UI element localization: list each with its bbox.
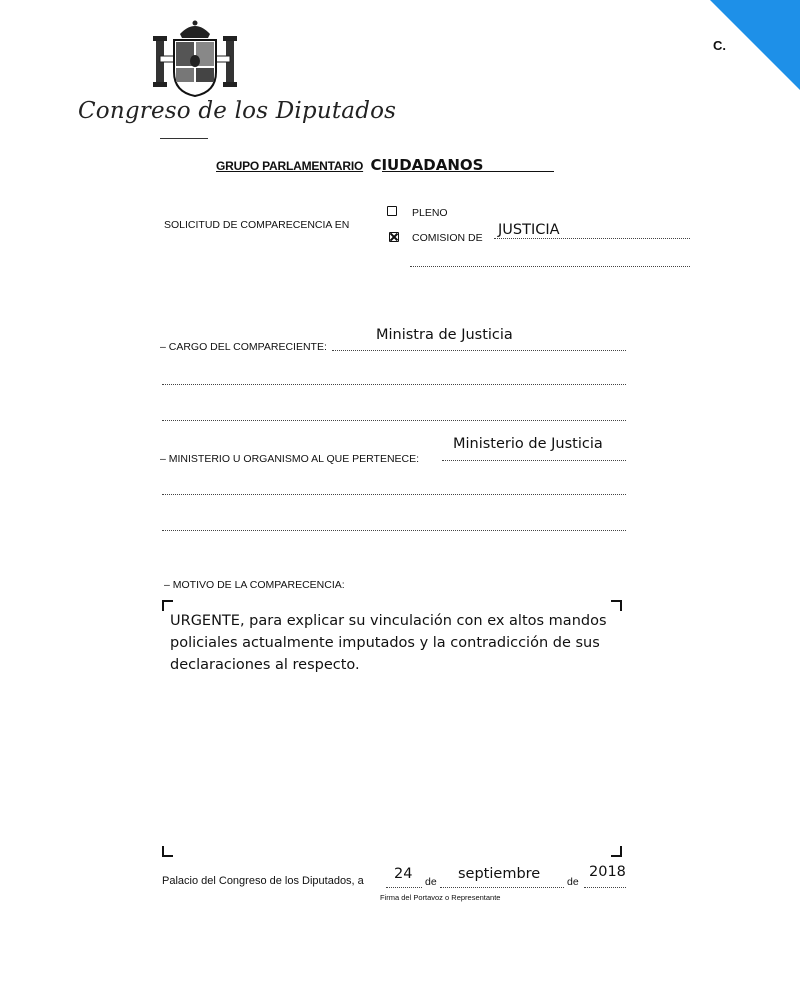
comision-value[interactable]: JUSTICIA <box>498 222 560 238</box>
footer-place: Palacio del Congreso de los Diputados, a <box>162 875 364 887</box>
pleno-label: PLENO <box>412 207 448 219</box>
footer-month-line <box>440 887 564 888</box>
motivo-bracket-top-right <box>611 600 622 611</box>
cargo-line-2 <box>162 384 626 385</box>
motivo-text[interactable]: URGENTE, para explicar su vinculación con ex altos mandos policiales actualmente imputados y la contradicción de sus declaraciones al respecto. <box>170 613 607 673</box>
ministerio-line-2 <box>162 494 626 495</box>
footer-day-line <box>386 887 422 888</box>
footer-month[interactable]: septiembre <box>458 866 541 882</box>
footer-year-line <box>584 887 626 888</box>
footer-day[interactable]: 24 <box>394 866 413 882</box>
footer-year[interactable]: 2018 <box>589 864 626 880</box>
pleno-checkbox[interactable] <box>387 206 397 216</box>
group-name: CIUDADANOS <box>370 156 484 174</box>
group-label: GRUPO PARLAMENTARIO <box>216 159 364 173</box>
logo-divider <box>160 138 208 139</box>
ministerio-line-3 <box>162 530 626 531</box>
cargo-line-3 <box>162 420 626 421</box>
motivo-label: – MOTIVO DE LA COMPARECENCIA: <box>164 579 345 591</box>
motivo-bracket-bottom-right <box>611 846 622 857</box>
footer-de-1: de <box>425 876 437 888</box>
logo-text: Congreso de los Diputados <box>78 98 397 124</box>
ministerio-line-1 <box>442 460 626 461</box>
comision-label: COMISION DE <box>412 232 483 244</box>
comision-checkbox[interactable] <box>389 232 399 242</box>
solicitud-label: SOLICITUD DE COMPARECENCIA EN <box>164 219 350 231</box>
comision-line-2 <box>410 266 690 267</box>
ministerio-label: – MINISTERIO U ORGANISMO AL QUE PERTENECE: <box>160 453 420 465</box>
cargo-label: – CARGO DEL COMPARECIENTE: <box>160 341 327 353</box>
coat-of-arms-icon <box>150 16 240 98</box>
cargo-value[interactable]: Ministra de Justicia <box>376 327 513 343</box>
corner-mark: C. <box>713 38 726 53</box>
footer-de-2: de <box>567 876 579 888</box>
firma-label: Firma del Portavoz o Representante <box>380 893 501 902</box>
group-name-underline <box>382 171 554 172</box>
motivo-bracket-bottom-left <box>162 846 173 857</box>
comision-line <box>494 238 690 239</box>
cargo-line-1 <box>332 350 626 351</box>
ministerio-value[interactable]: Ministerio de Justicia <box>453 436 603 452</box>
